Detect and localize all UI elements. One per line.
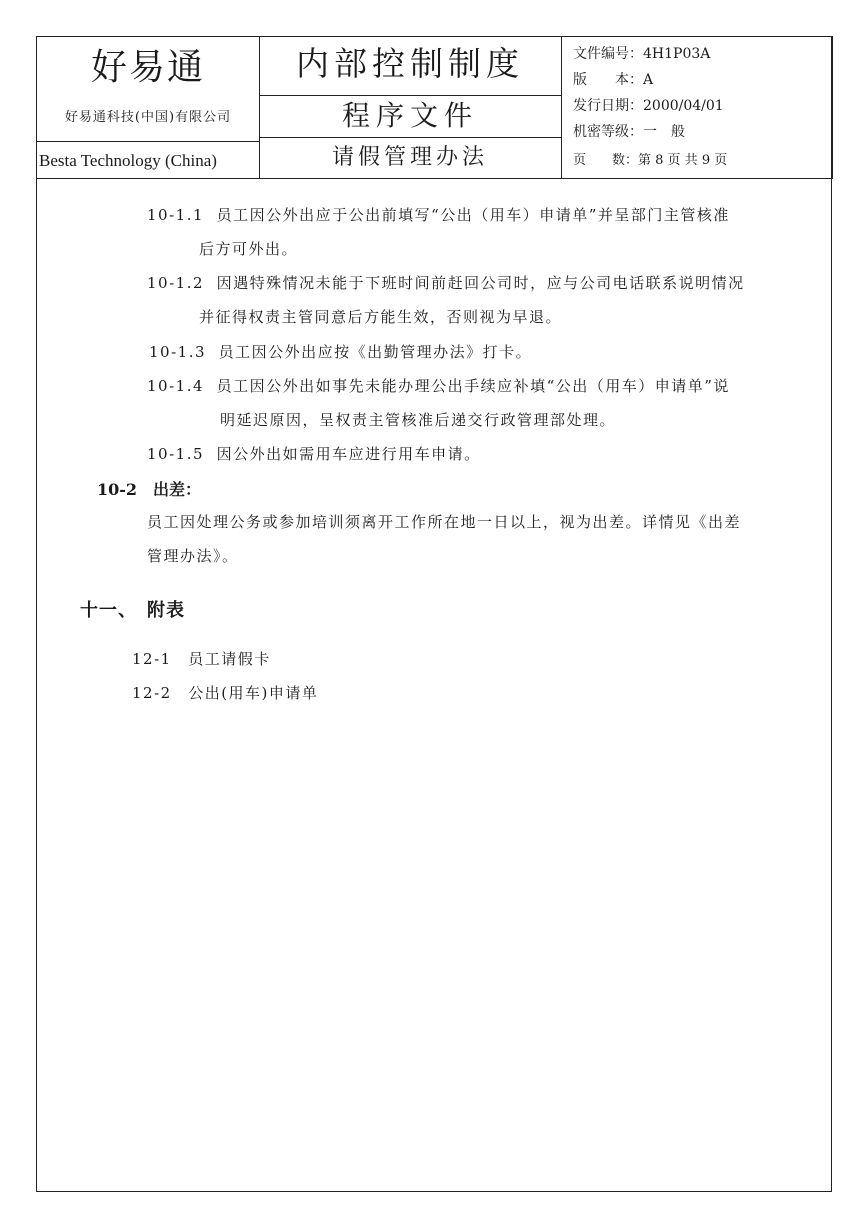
clause-text: 员工因公外出如事先未能办理公出手续应补填“公出（用车）申请单”说 [216,377,730,395]
version-row [573,69,829,89]
clause-10-1-1 [147,204,730,225]
issue-date-value: 2000/04/01 [643,98,724,114]
clause-number: 10-1.5 [147,445,205,463]
clause-10-1-2 [147,272,745,293]
version-value: A [643,72,654,88]
clause-10-1-3 [149,341,532,362]
page-count-value: 第 8 页 共 9 页 [638,153,728,168]
section-10-2-heading: 10-2 出差： [97,480,202,499]
clause-number: 10-1.4 [147,377,205,395]
secrecy-label: 机密等级： [573,124,643,140]
secrecy-value: 一 般 [643,124,685,140]
company-divider [37,141,259,142]
issue-date-label: 发行日期： [573,98,643,114]
clause-number: 10-1.3 [149,343,207,361]
attachment-item: 12-2 公出(用车)申请单 [132,684,319,702]
section-10-2-text-cont: 管理办法》。 [147,547,239,565]
attachment-item: 12-1 员工请假卡 [132,650,271,668]
company-name-cn: 好易通科技(中国)有限公司 [64,110,232,125]
document-type-title: 程序文件 [341,99,478,132]
doc-number-row [573,43,829,63]
clause-text: 因遇特殊情况未能于下班时间前赶回公司时，应与公司电话联系说明情况 [216,274,745,292]
clause-10-1-4-cont: 明延迟原因，呈权责主管核准后递交行政管理部处理。 [220,411,617,429]
doc-number-label: 文件编号： [573,46,643,62]
clause-text: 员工因公外出应按《出勤管理办法》打卡。 [218,343,533,361]
clause-10-1-1-cont: 后方可外出。 [199,240,299,258]
page-count-row [573,149,829,168]
clause-number: 10-1.2 [147,274,205,292]
issue-date-row [573,95,829,115]
document-header [36,36,833,179]
document-title: 请假管理办法 [331,145,488,170]
version-label: 版 本： [573,72,643,88]
clause-text: 员工因公外出应于公出前填写“公出（用车）申请单”并呈部门主管核准 [216,206,730,224]
clause-10-1-5 [147,443,481,464]
clause-10-1-4 [147,375,730,396]
clause-10-1-2-cont: 并征得权责主管同意后方能生效，否则视为早退。 [199,308,563,326]
doc-number-value: 4H1P03A [643,46,711,62]
section-11-heading: 十一、 附表 [80,600,185,621]
brand-logo-text: 好易通 [90,47,205,88]
secrecy-row [573,121,829,141]
clause-text: 因公外出如需用车应进行用车申请。 [216,445,481,463]
section-10-2-text: 员工因处理公务或参加培训须离开工作所在地一日以上，视为出差。详情见《出差 [147,513,742,531]
company-name-en: Besta Technology (China) [39,151,217,170]
page-count-label: 页 数： [573,153,639,168]
document-category-title: 内部控制制度 [296,44,524,83]
header-divider [561,37,562,178]
clause-number: 10-1.1 [147,206,205,224]
